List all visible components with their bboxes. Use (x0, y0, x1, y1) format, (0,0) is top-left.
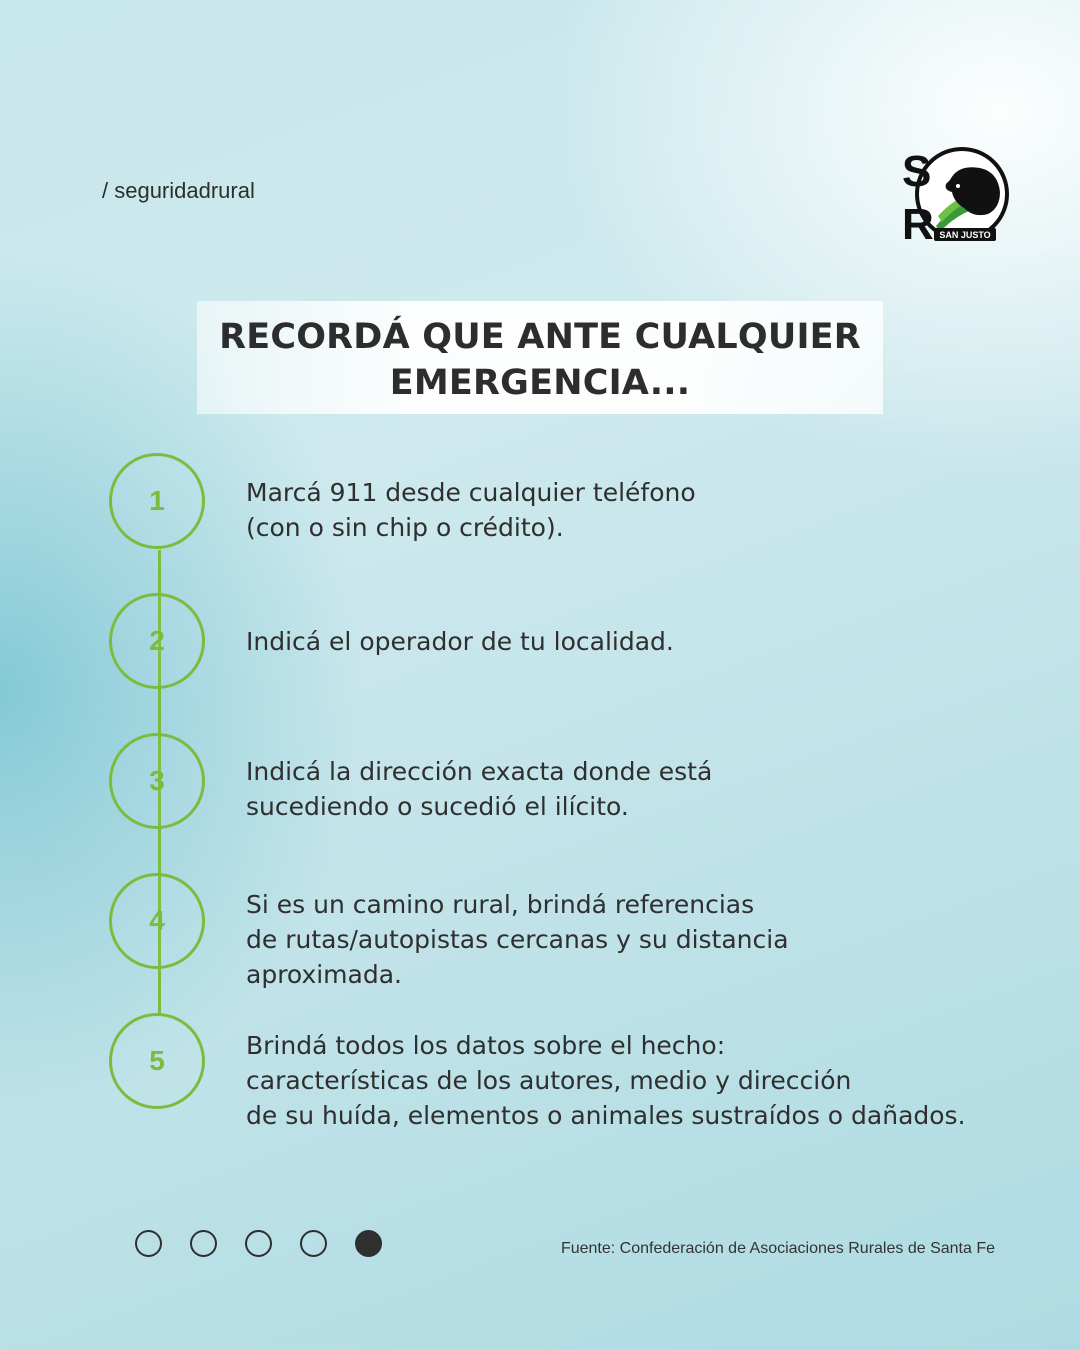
step-5-line-2: características de los autores, medio y dirección (246, 1066, 852, 1095)
step-3-line-1: Indicá la dirección exacta donde está (246, 757, 713, 786)
step-4-line-2: de rutas/autopistas cercanas y su distancia (246, 925, 789, 954)
step-5-line-1: Brindá todos los datos sobre el hecho: (246, 1031, 726, 1060)
step-2-line-1: Indicá el operador de tu localidad. (246, 627, 674, 656)
step-4-line-3: aproximada. (246, 960, 402, 989)
step-4-text (246, 887, 1046, 992)
pagination-dot-5[interactable] (355, 1230, 382, 1257)
step-5-line-3: de su huída, elementos o animales sustraídos o dañados. (246, 1101, 966, 1130)
pagination-dot-1[interactable] (135, 1230, 162, 1257)
step-1-text (246, 475, 1046, 545)
step-3-line-2: sucediendo o sucedió el ilícito. (246, 792, 629, 821)
logo-letter-r: R (902, 200, 934, 244)
step-3-text (246, 754, 1046, 824)
pagination-dot-3[interactable] (245, 1230, 272, 1257)
logo-badge-text: SAN JUSTO (939, 230, 991, 240)
step-3-number: 3 (109, 733, 205, 829)
step-4-number: 4 (109, 873, 205, 969)
page-title (197, 314, 883, 406)
step-1-line-2: (con o sin chip o crédito). (246, 513, 564, 542)
title-line-1: RECORDÁ QUE ANTE CUALQUIER (219, 317, 861, 357)
step-1-line-1: Marcá 911 desde cualquier teléfono (246, 478, 696, 507)
step-1-number: 1 (109, 453, 205, 549)
step-2-text (246, 624, 1046, 659)
source-credit: Fuente: Confederación de Asociaciones Rurales de Santa Fe (560, 1240, 995, 1257)
logo-letter-s: S (902, 147, 932, 196)
step-5-text (246, 1028, 1046, 1133)
sociedad-rural-logo (900, 146, 1010, 244)
step-5-number: 5 (109, 1013, 205, 1109)
step-4-line-1: Si es un camino rural, brindá referencias (246, 890, 755, 919)
account-handle: / seguridadrural (102, 178, 255, 203)
title-line-2: EMERGENCIA... (389, 363, 691, 403)
step-2-number: 2 (109, 593, 205, 689)
pagination-dot-4[interactable] (300, 1230, 327, 1257)
pagination-dot-2[interactable] (190, 1230, 217, 1257)
